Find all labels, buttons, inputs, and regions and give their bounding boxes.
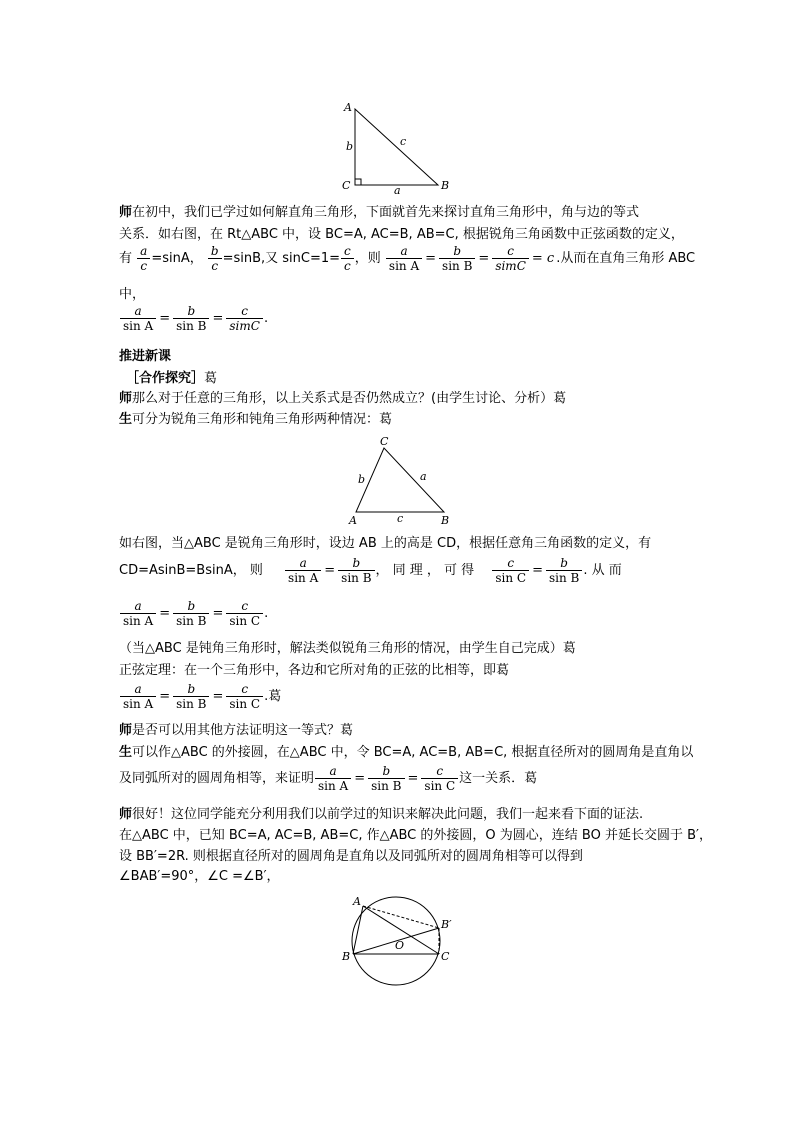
denominator: sin A [123, 614, 154, 628]
text: =sinA， [151, 251, 203, 266]
text: . 从 而 [583, 563, 622, 578]
vertex-label-c: C [342, 179, 351, 192]
text: 及同弧所对的圆周角相等，来证明 [119, 771, 315, 786]
numerator: a [315, 764, 351, 779]
side-label-a: a [394, 184, 401, 196]
formula-ratio-2 [119, 599, 268, 628]
numerator: b [546, 556, 582, 571]
side-label-c: c [397, 512, 404, 525]
denominator: sin B [442, 259, 473, 273]
denominator: sin A [288, 571, 319, 585]
paragraph-9-line-1 [119, 806, 643, 824]
text: 是否可以用其他方法证明这一等式？葛 [132, 723, 354, 738]
numerator: c [226, 304, 263, 319]
text: 中， [119, 287, 146, 302]
heading-cooperative-inquiry [126, 370, 217, 388]
fraction-c-over-sinC [226, 682, 263, 711]
text: . [264, 606, 269, 621]
denominator: c [211, 259, 219, 273]
text: . [263, 311, 269, 326]
equals-c: = c [531, 251, 555, 266]
text: 如右图，当△ABC 是锐角三角形时，设边 AB 上的高是 CD，根据任意角三角函数的定义，有 [119, 536, 652, 551]
numerator: c [341, 244, 354, 259]
fraction-c-over-simC [226, 304, 263, 333]
paragraph-1-line-4 [119, 286, 145, 304]
paragraph-8-line-1 [119, 744, 693, 762]
formula-sine-law [119, 682, 281, 711]
triangle-outline [355, 109, 438, 185]
right-triangle-figure [340, 98, 460, 196]
point-label-b: B [342, 950, 351, 963]
paragraph-3 [119, 411, 392, 429]
numerator: c [226, 682, 263, 697]
side-label-a: a [420, 470, 427, 483]
numerator: c [226, 599, 263, 614]
side-label-b: b [358, 473, 366, 486]
paragraph-1-line-1 [119, 204, 639, 222]
fraction-b-over-sinB [173, 304, 209, 333]
text: 可以作△ABC 的外接圆，在△ABC 中，令 BC=A, AC=B, AB=C, 根据直径所对的圆周角是直角以 [132, 745, 694, 760]
paragraph-4-line-2 [119, 556, 622, 585]
denominator: c [140, 259, 148, 273]
equals: = [532, 563, 543, 578]
fraction-a-over-sinA [315, 764, 351, 793]
vertex-label-b: B [441, 179, 450, 192]
speaker-teacher: 师 [119, 723, 133, 738]
fraction-a-over-sinA [120, 599, 156, 628]
fraction-b-over-sinB [338, 556, 374, 585]
fraction-a-over-c [137, 244, 150, 273]
fraction-b-over-sinB [368, 764, 404, 793]
paragraph-5: （当△ABC 是钝角三角形时，解法类似锐角三角形的情况，由学生自己完成）葛 [119, 641, 576, 656]
acute-triangle-figure [340, 434, 460, 528]
text: ， 同 理 ， 可 得 [375, 563, 475, 578]
equals: = [425, 251, 437, 266]
fraction-a-over-sinA [120, 304, 156, 333]
point-label-a: A [353, 895, 361, 908]
point-label-c: C [441, 950, 450, 963]
denominator: sin B [176, 614, 207, 628]
paragraph-2 [119, 390, 566, 408]
equals: = [212, 606, 224, 621]
text: 在初中，我们已学过如何解直角三角形，下面就首先来探讨直角三角形中，角与边的等式 [132, 205, 640, 220]
text: =sinB,又 sinC=1= [222, 251, 341, 266]
equals: = [159, 689, 171, 704]
denominator: sin C [495, 571, 527, 585]
vertex-label-a: A [344, 101, 352, 114]
fraction-c-over-c [341, 244, 354, 273]
triangle-outline [356, 448, 444, 512]
text: ，则 [354, 251, 381, 266]
numerator: b [173, 304, 209, 319]
fraction-b-over-sinB [173, 682, 209, 711]
numerator: b [208, 244, 222, 259]
equals: = [212, 689, 224, 704]
numerator: b [338, 556, 374, 571]
numerator: a [120, 599, 156, 614]
text: 这一关系．葛 [459, 771, 538, 786]
numerator: b [439, 244, 475, 259]
fraction-c-over-sinC [226, 599, 263, 628]
equals: = [159, 311, 171, 326]
numerator: a [285, 556, 321, 571]
fraction-a-over-sinA [386, 244, 422, 273]
equals: = [212, 311, 224, 326]
text: .从而在直角三角形 ABC [556, 251, 696, 266]
paragraph-8-line-2 [119, 764, 537, 793]
denominator: c [344, 259, 351, 273]
side-label-b: b [346, 140, 354, 153]
formula-ratio-1 [119, 304, 268, 333]
vertex-label-c: C [380, 435, 389, 448]
text: .葛 [264, 689, 282, 704]
fraction-c-over-simC [492, 244, 529, 273]
paragraph-9-line-3 [119, 848, 583, 866]
numerator: c [421, 764, 458, 779]
text: 有 [119, 251, 133, 266]
text: 设 BB′=2R. 则根据直径所对的圆周角是直角以及同弧所对的圆周角相等可以得到 [119, 849, 583, 864]
vertex-label-a: A [349, 514, 357, 527]
denominator: sin C [229, 614, 261, 628]
dashed-a-bprime [363, 906, 439, 928]
chord-ab [353, 906, 363, 954]
paragraph-4-line-1 [119, 535, 651, 553]
denominator: sin B [176, 319, 207, 333]
text: ∠BAB′=90°，∠C =∠B′， [119, 869, 280, 884]
denominator: sin C [229, 697, 261, 711]
right-angle-mark [355, 179, 361, 185]
numerator: b [173, 599, 209, 614]
numerator: a [137, 244, 150, 259]
equals: = [159, 606, 171, 621]
numerator: c [492, 556, 529, 571]
denominator: sin A [123, 697, 154, 711]
text: 关系．如右图，在 Rt△ABC 中，设 BC=A, AC=B, AB=C, 根据锐角三角函数中正弦函数的定义， [119, 227, 684, 242]
point-label-bprime: B′ [441, 918, 452, 931]
denominator: simC [229, 319, 260, 333]
denominator: sin A [318, 779, 349, 793]
marker: 葛 [204, 371, 218, 386]
numerator: b [173, 682, 209, 697]
equals: = [354, 771, 366, 786]
denominator: sin A [388, 259, 420, 273]
numerator: a [120, 682, 156, 697]
denominator: sin B [371, 779, 402, 793]
heading-text: ［合作探究］ [126, 371, 205, 386]
heading-new-lesson: 推进新课 [119, 349, 172, 364]
numerator: b [368, 764, 404, 779]
fraction-b-over-sinB [173, 599, 209, 628]
speaker-student: 生 [119, 745, 133, 760]
vertex-label-b: B [441, 514, 450, 527]
text: 很好！这位同学能充分利用我们以前学过的知识来解决此问题，我们一起来看下面的证法. [132, 807, 644, 822]
circumcircle-figure [334, 892, 464, 992]
paragraph-9-line-2 [119, 827, 712, 845]
fraction-c-over-sinC [421, 764, 458, 793]
fraction-b-over-sinB [546, 556, 582, 585]
numerator: a [386, 244, 422, 259]
speaker-teacher: 师 [119, 391, 133, 406]
denominator: simC [495, 259, 526, 273]
text: 那么对于任意的三角形，以上关系式是否仍然成立？(由学生讨论、分析）葛 [132, 391, 567, 406]
fraction-b-over-sinB [439, 244, 475, 273]
paragraph-1-line-3 [119, 244, 695, 273]
fraction-a-over-sinA [120, 682, 156, 711]
fraction-b-over-c [208, 244, 222, 273]
paragraph-7 [119, 722, 353, 740]
denominator: sin B [341, 571, 372, 585]
denominator: sin C [424, 779, 456, 793]
point-label-o: O [395, 939, 405, 952]
side-label-c: c [400, 135, 407, 148]
equals: = [478, 251, 490, 266]
fraction-a-over-sinA [285, 556, 321, 585]
text: CD=AsinB=BsinA， 则 [119, 563, 263, 578]
speaker-student: 生 [119, 412, 133, 427]
numerator: c [492, 244, 529, 259]
fraction-c-over-sinC [492, 556, 529, 585]
numerator: a [120, 304, 156, 319]
equals: = [407, 771, 419, 786]
paragraph-1-line-2 [119, 226, 684, 244]
text: 可分为锐角三角形和钝角三角形两种情况：葛 [132, 412, 393, 427]
denominator: sin B [548, 571, 580, 585]
paragraph-6: 正弦定理：在一个三角形中，各边和它所对角的正弦的比相等，即葛 [119, 663, 510, 678]
denominator: sin B [176, 697, 207, 711]
paragraph-9-line-4 [119, 868, 280, 886]
equals: = [324, 563, 336, 578]
text: 在△ABC 中，已知 BC=A, AC=B, AB=C, 作△ABC 的外接圆，O 为圆心，连结 BO 并延长交圆于 B′， [119, 828, 712, 843]
denominator: sin A [123, 319, 154, 333]
speaker-teacher: 师 [119, 807, 133, 822]
speaker-teacher: 师 [119, 205, 133, 220]
